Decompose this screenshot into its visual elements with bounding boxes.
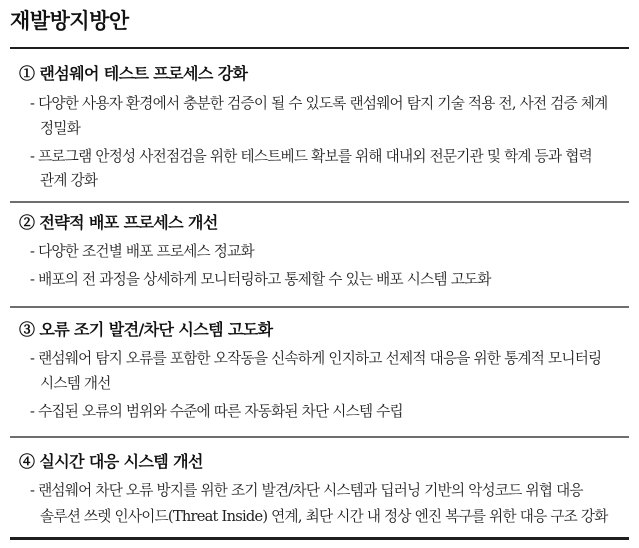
section-divider <box>10 306 629 308</box>
section-heading: ② 전략적 배포 프로세스 개선 <box>19 213 218 232</box>
bullet-line: - 수집된 오류의 범위와 수준에 따른 자동화된 차단 시스템 수립 <box>30 403 403 420</box>
section-divider <box>10 436 629 438</box>
bullet-line: - 배포의 전 과정을 상세하게 모니터링하고 통제할 수 있는 배포 시스템 고도화 <box>30 271 491 288</box>
section-heading: ① 랜섬웨어 테스트 프로세스 강화 <box>19 64 248 83</box>
bullet-line-continuation: 솔루션 쓰렛 인사이드(Threat Inside) 연계, 최단 시간 내 정상 엔진 복구를 위한 대응 구조 강화 <box>40 508 608 525</box>
bullet-line: - 다양한 사용자 환경에서 충분한 검증이 될 수 있도록 랜섬웨어 탐지 기술 적용 전, 사전 검증 체계 <box>30 95 608 112</box>
bullet-line: - 다양한 조건별 배포 프로세스 정교화 <box>30 243 254 260</box>
bullet-line-continuation: 관계 강화 <box>40 172 98 189</box>
section-heading: ④ 실시간 대응 시스템 개선 <box>19 452 203 471</box>
bullet-line: - 프로그램 안정성 사전점검을 위한 테스트베드 확보를 위해 대내외 전문기관 및 학계 등과 협력 <box>30 148 592 165</box>
document-title: 재발방지방안 <box>10 8 129 33</box>
section-heading: ③ 오류 조기 발견/차단 시스템 고도화 <box>19 320 273 339</box>
bullet-line: - 랜섬웨어 차단 오류 방지를 위한 조기 발견/차단 시스템과 딥러닝 기반의 악성코드 위협 대응 <box>30 482 583 499</box>
bullet-line-continuation: 정밀화 <box>40 120 81 137</box>
bullet-line: - 랜섬웨어 탐지 오류를 포함한 오작동을 신속하게 인지하고 선제적 대응을 위한 통계적 모니터링 <box>30 350 602 367</box>
top-rule <box>10 47 629 49</box>
bullet-line-continuation: 시스템 개선 <box>40 375 111 392</box>
bottom-rule <box>10 537 629 540</box>
section-divider <box>10 201 629 203</box>
